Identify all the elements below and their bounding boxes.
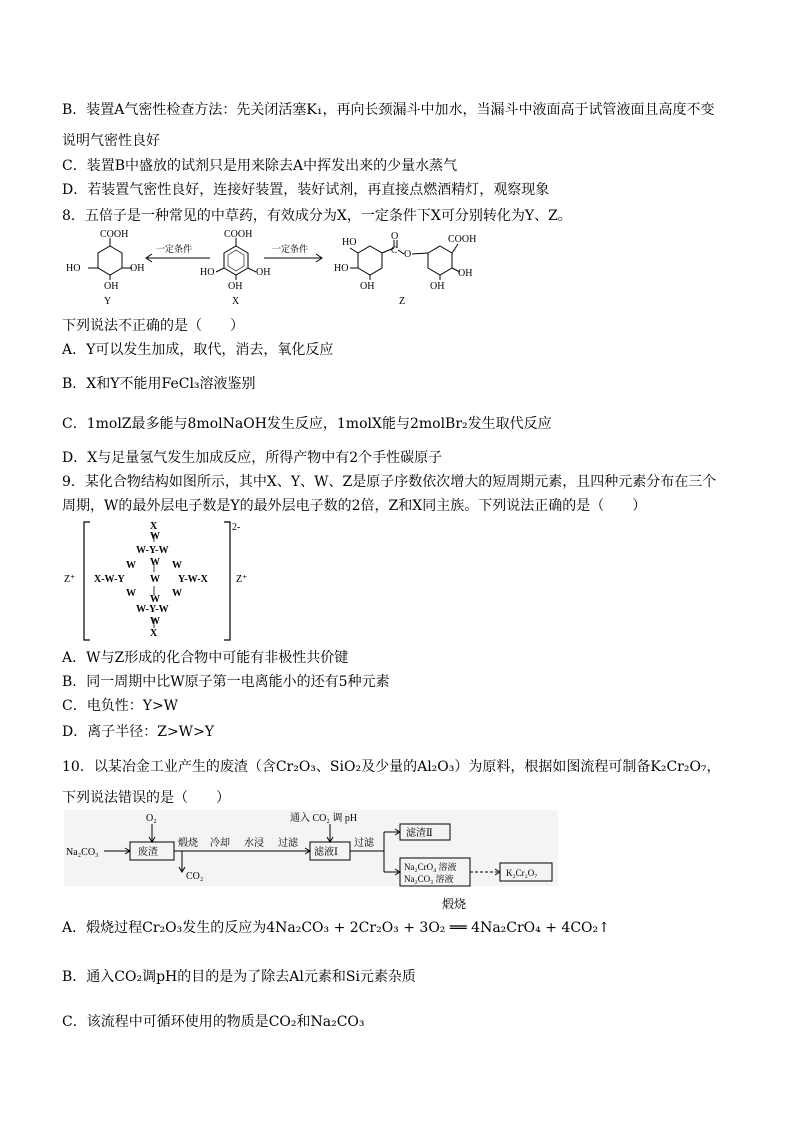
- svg-text:C: C: [391, 245, 398, 255]
- svg-text:滤渣Ⅱ: 滤渣Ⅱ: [406, 828, 433, 839]
- svg-text:Na₂CO₃: Na₂CO₃: [66, 847, 99, 858]
- svg-text:W: W: [172, 560, 182, 571]
- svg-text:W: W: [150, 594, 160, 605]
- svg-text:一定条件: 一定条件: [156, 244, 193, 254]
- svg-text:O: O: [404, 249, 412, 260]
- q10-option-b: B．通入CO₂调pH的目的是为了除去Al元素和Si元素杂质: [62, 969, 416, 985]
- q10-option-c: C．该流程中可循环使用的物质是CO₂和Na₂CO₃: [62, 1014, 365, 1030]
- q9-option-c: C．电负性：Y>W: [62, 698, 179, 714]
- q9-stem-line2: 周期，W的最外层电子数是Y的最外层电子数的2倍，Z和X同主族。下列说法正确的是（ ）: [62, 498, 647, 514]
- q7-option-b-line2: 说明气密性良好: [62, 133, 160, 149]
- q8-stem: 8．五倍子是一种常见的中草药，有效成分为X，一定条件下X可分别转化为Y、Z。: [62, 208, 572, 224]
- svg-text:Z⁺: Z⁺: [64, 574, 76, 585]
- q9-option-a: A．W与Z形成的化合物中可能有非极性共价键: [62, 650, 349, 666]
- svg-text:X-W-Y: X-W-Y: [94, 574, 125, 585]
- svg-text:水浸: 水浸: [244, 838, 264, 849]
- svg-text:OH: OH: [228, 281, 243, 292]
- svg-text:W: W: [150, 574, 160, 585]
- svg-text:过滤: 过滤: [278, 838, 298, 849]
- q9-option-b: B．同一周期中比W原子第一电离能小的还有5种元素: [62, 674, 390, 690]
- svg-text:HO: HO: [334, 263, 349, 274]
- svg-text:OH: OH: [360, 281, 375, 292]
- label-z: Z: [399, 296, 406, 307]
- q9-option-d: D．离子半径：Z>W>Y: [62, 724, 215, 740]
- svg-text:OH: OH: [104, 281, 119, 292]
- q8-option-a: A．Y可以发生加成，取代，消去，氧化反应: [62, 342, 334, 358]
- svg-text:COOH: COOH: [100, 229, 129, 240]
- svg-text:HO: HO: [342, 237, 357, 248]
- q10-option-a: A．煅烧过程Cr₂O₃发生的反应为4Na₂CO₃ + 2Cr₂O₃ + 3O₂ ══ 4Na₂CrO₄ + 4CO₂↑: [62, 920, 610, 936]
- svg-text:HO: HO: [200, 267, 215, 278]
- q8-structure-figure: [60, 228, 490, 312]
- svg-text:W: W: [126, 560, 136, 571]
- svg-text:W: W: [150, 557, 160, 568]
- svg-text:W-Y-W: W-Y-W: [136, 604, 169, 615]
- svg-text:W: W: [126, 588, 136, 599]
- svg-text:K₂Cr₂O₇: K₂Cr₂O₇: [506, 868, 538, 878]
- svg-text:COOH: COOH: [448, 234, 477, 245]
- q8-option-c: C．1molZ最多能与8molNaOH发生反应，1molX能与2molBr₂发生取代反应: [62, 416, 552, 432]
- svg-text:煅烧: 煅烧: [178, 838, 198, 849]
- q8-sub-stem: 下列说法不正确的是（ ）: [62, 318, 244, 334]
- svg-text:X: X: [150, 628, 158, 639]
- q10-stem-line2: 下列说法错误的是（ ）: [62, 790, 230, 806]
- svg-text:一定条件: 一定条件: [272, 244, 309, 254]
- svg-text:Na₂CrO₄ 溶液: Na₂CrO₄ 溶液: [404, 862, 457, 872]
- q7-option-d: D．若装置气密性良好，连接好装置，装好试剂，再直接点燃酒精灯，观察现象: [62, 182, 550, 198]
- svg-text:Y-W-X: Y-W-X: [178, 574, 208, 585]
- q7-option-c: C．装置B中盛放的试剂只是用来除去A中挥发出来的少量水蒸气: [62, 158, 458, 174]
- q10-stem-line1: 10．以某冶金工业产生的废渣（含Cr₂O₃、SiO₂及少量的Al₂O₃）为原料，根据如图流程可制备K₂Cr₂O₇，: [62, 759, 721, 775]
- svg-text:W-Y-W: W-Y-W: [136, 545, 169, 556]
- svg-text:通入 CO₂ 调 pH: 通入 CO₂ 调 pH: [290, 813, 358, 824]
- q9-stem-line1: 9．某化合物结构如图所示，其中X、Y、W、Z是原子序数依次增大的短周期元素，且四种元素分布在三个: [62, 474, 717, 490]
- svg-text:O₂: O₂: [146, 813, 157, 824]
- label-y: Y: [104, 296, 112, 307]
- svg-text:滤液Ⅰ: 滤液Ⅰ: [314, 847, 338, 858]
- svg-text:W: W: [172, 588, 182, 599]
- svg-text:CO₂: CO₂: [186, 871, 204, 882]
- svg-text:COOH: COOH: [224, 229, 253, 240]
- svg-text:OH: OH: [430, 281, 445, 292]
- svg-text:冷却: 冷却: [210, 838, 230, 849]
- svg-text:X: X: [150, 521, 158, 532]
- svg-text:O: O: [391, 231, 399, 242]
- q7-option-b-line1: B．装置A气密性检查方法：先关闭活塞K₁，再向长颈漏斗中加水，当漏斗中液面高于试管液面且高度不变: [62, 102, 715, 118]
- q9-structure-figure: [62, 520, 262, 644]
- svg-text:W: W: [150, 531, 160, 542]
- svg-text:HO: HO: [66, 263, 81, 274]
- svg-text:Z⁺: Z⁺: [236, 574, 248, 585]
- svg-text:2-: 2-: [232, 522, 241, 533]
- svg-text:OH: OH: [458, 268, 473, 279]
- svg-text:废渣: 废渣: [138, 847, 158, 858]
- svg-text:OH: OH: [256, 267, 271, 278]
- q8-option-b: B．X和Y不能用FeCl₃溶液鉴别: [62, 376, 256, 392]
- q8-option-d: D．X与足量氢气发生加成反应，所得产物中有2个手性碳原子: [62, 450, 443, 466]
- svg-text:Na₂CO₃ 溶液: Na₂CO₃ 溶液: [404, 874, 454, 884]
- svg-text:W: W: [150, 616, 160, 627]
- svg-text:过滤: 过滤: [354, 838, 374, 849]
- svg-text:OH: OH: [130, 263, 145, 274]
- q10-flowchart: [64, 810, 558, 886]
- label-x: X: [232, 296, 240, 307]
